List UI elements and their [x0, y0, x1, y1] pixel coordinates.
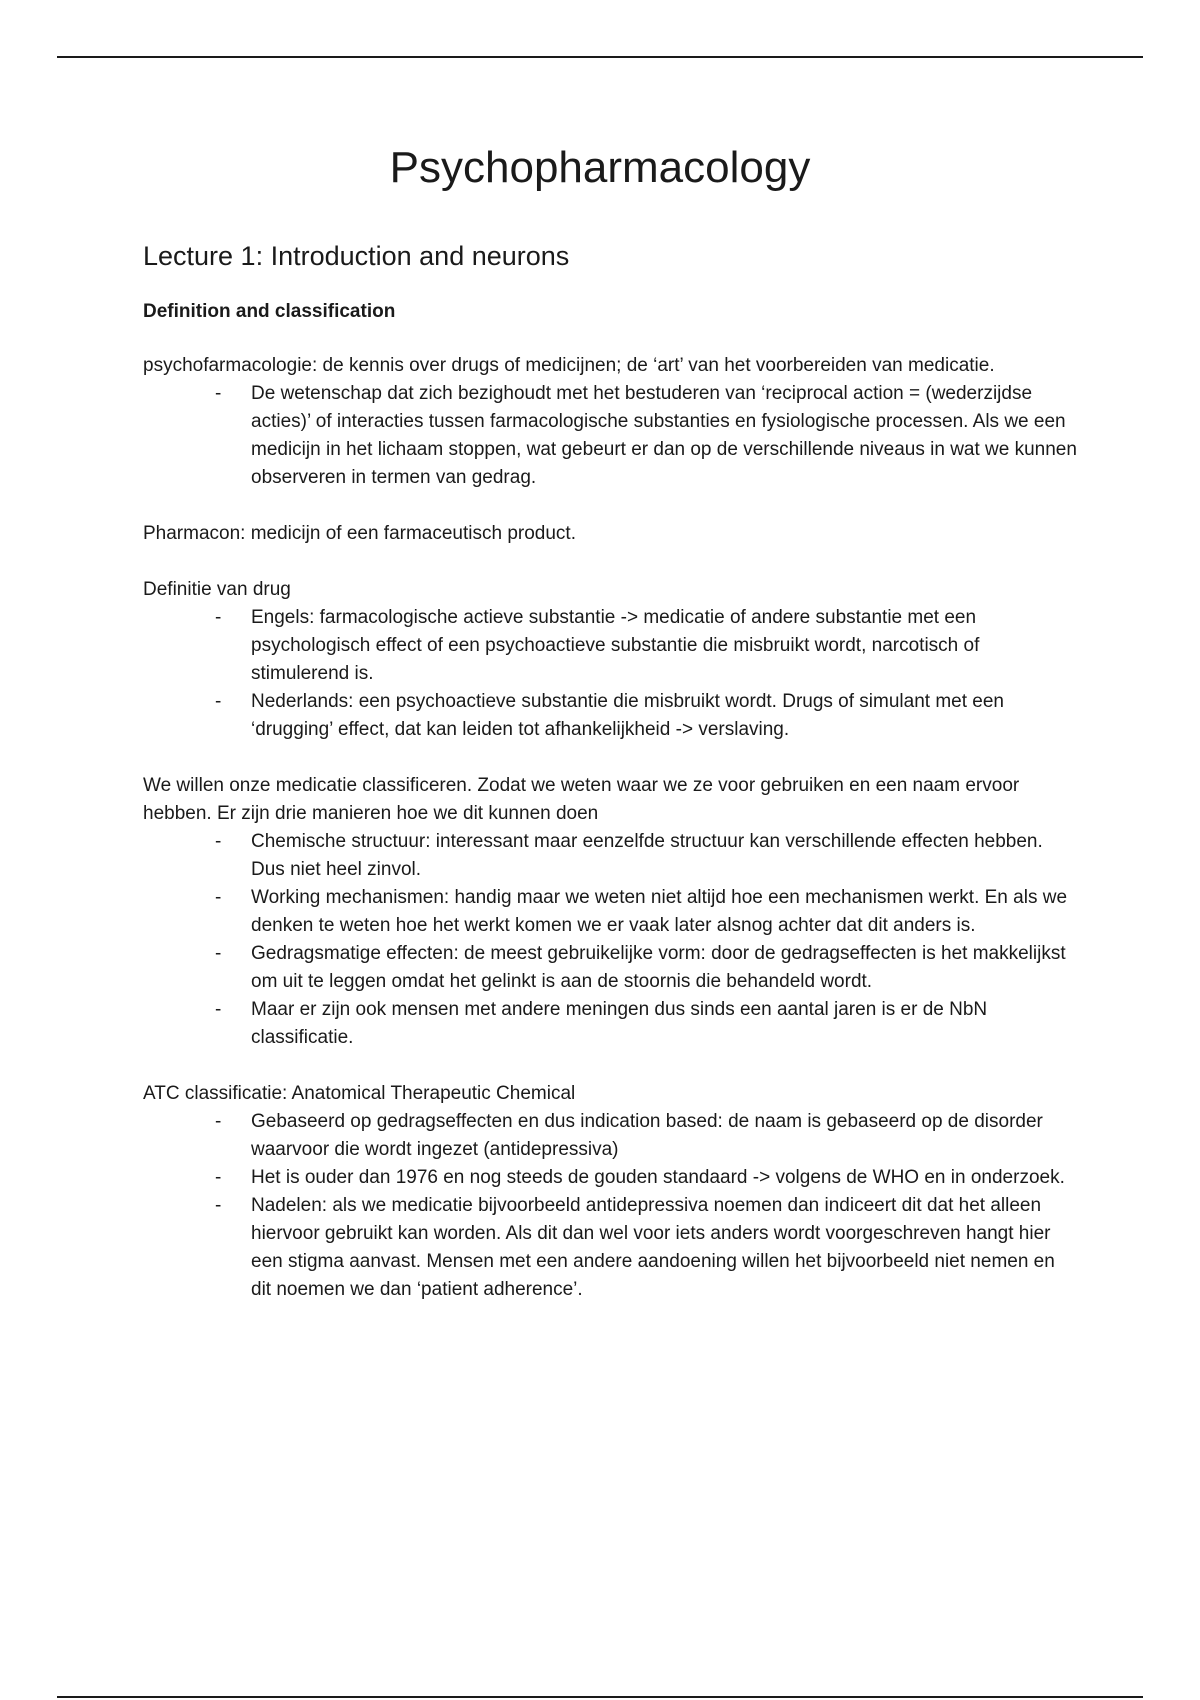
lecture-heading: Lecture 1: Introduction and neurons — [143, 241, 570, 271]
top-divider — [57, 56, 1143, 58]
paragraph: Pharmacon: medicijn of een farmaceutisch product. — [143, 523, 576, 544]
list-item-text: Maar er zijn ook mensen met andere meningen dus sinds een aantal jaren is er de NbN classificatie. — [251, 999, 988, 1048]
list-item-text: Nederlands: een psychoactieve substantie die misbruikt wordt. Drugs of simulant met een ‘drugging’ effect, dat kan leiden tot afhankelijkheid -> verslaving. — [251, 691, 1004, 740]
list-item-text: De wetenschap dat zich bezighoudt met het bestuderen van ‘reciprocal action = (wederzijdse acties)’ of interacties tussen farmacologische substanties en fysiologische processen. Als we een medicijn in het lichaam stoppen, wat gebeurt er dan op de verschillende niveaus in wat we kunnen observeren in termen van gedrag. — [251, 383, 1077, 488]
paragraph: ATC classificatie: Anatomical Therapeutic Chemical — [143, 1083, 576, 1104]
bullet-list — [143, 828, 1078, 1052]
document-title: Psychopharmacology — [389, 143, 811, 192]
paragraph: Definitie van drug — [143, 579, 291, 600]
paragraph: We willen onze medicatie classificeren. Zodat we weten waar we ze voor gebruiken en een naam ervoor hebben. Er zijn drie manieren hoe we dit kunnen doen — [143, 775, 1020, 824]
list-item — [143, 828, 1078, 884]
list-item — [143, 380, 1078, 492]
dash-bullet-icon: - — [215, 943, 222, 964]
dash-bullet-icon: - — [215, 831, 222, 852]
dash-bullet-icon: - — [215, 999, 222, 1020]
list-item-text: Engels: farmacologische actieve substantie -> medicatie of andere substantie met een psychologisch effect of een psychoactieve substantie die misbruikt wordt, narcotisch of stimulerend is. — [251, 607, 980, 684]
document-body — [143, 232, 1078, 1332]
list-item — [143, 1192, 1078, 1304]
list-item — [143, 688, 1078, 744]
dash-bullet-icon: - — [215, 691, 222, 712]
section-heading: Definition and classification — [143, 301, 396, 322]
bullet-list — [143, 1108, 1078, 1304]
bottom-divider — [57, 1696, 1143, 1698]
list-item — [143, 1164, 1078, 1192]
content-block — [143, 352, 1078, 492]
dash-bullet-icon: - — [215, 887, 222, 908]
content-block — [143, 576, 1078, 744]
list-item-text: Chemische structuur: interessant maar eenzelfde structuur kan verschillende effecten hebben. Dus niet heel zinvol. — [251, 831, 1043, 880]
list-item-text: Gedragsmatige effecten: de meest gebruikelijke vorm: door de gedragseffecten is het makkelijkst om uit te leggen omdat het gelinkt is aan de stoornis die behandeld wordt. — [251, 943, 1066, 992]
content-block — [143, 772, 1078, 1052]
list-item — [143, 884, 1078, 940]
bullet-list — [143, 604, 1078, 744]
dash-bullet-icon: - — [215, 1195, 222, 1216]
list-item-text: Nadelen: als we medicatie bijvoorbeeld antidepressiva noemen dan indiceert dit dat het alleen hiervoor gebruikt kan worden. Als dit dan wel voor iets anders wordt voorgeschreven hangt hier een stigma aanvast. Mensen met een andere aandoening willen het bijvoorbeeld niet nemen en dit noemen we dan ‘patient adherence’. — [251, 1195, 1055, 1300]
list-item — [143, 1108, 1078, 1164]
list-item-text: Working mechanismen: handig maar we weten niet altijd hoe een mechanismen werkt. En als we denken te weten hoe het werkt komen we er vaak later alsnog achter dat dit anders is. — [251, 887, 1068, 936]
dash-bullet-icon: - — [215, 1167, 222, 1188]
dash-bullet-icon: - — [215, 383, 222, 404]
list-item-text: Het is ouder dan 1976 en nog steeds de gouden standaard -> volgens de WHO en in onderzoek. — [251, 1167, 1065, 1188]
dash-bullet-icon: - — [215, 607, 222, 628]
list-item — [143, 604, 1078, 688]
dash-bullet-icon: - — [215, 1111, 222, 1132]
content-block — [143, 520, 1078, 548]
list-item — [143, 940, 1078, 996]
paragraph: psychofarmacologie: de kennis over drugs of medicijnen; de ‘art’ van het voorbereiden van medicatie. — [143, 355, 995, 376]
content-block — [143, 1080, 1078, 1304]
bullet-list — [143, 380, 1078, 492]
list-item — [143, 996, 1078, 1052]
list-item-text: Gebaseerd op gedragseffecten en dus indication based: de naam is gebaseerd op de disorder waarvoor die wordt ingezet (antidepressiva) — [251, 1111, 1043, 1160]
content-blocks — [143, 352, 1078, 1304]
